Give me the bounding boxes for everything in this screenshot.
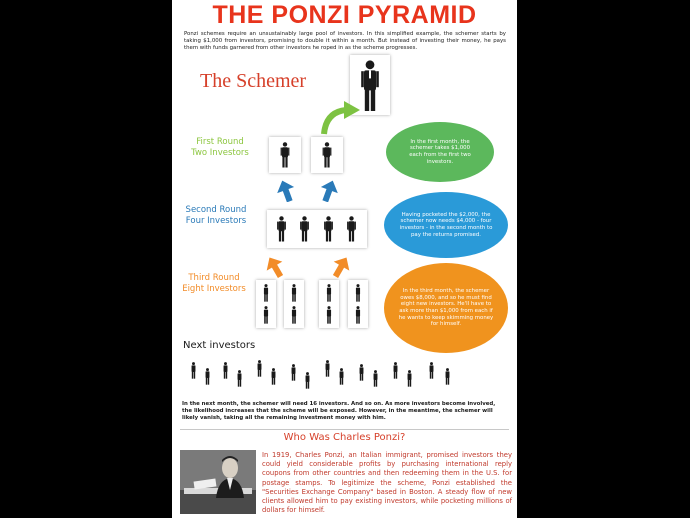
round-label-first: [182, 137, 258, 159]
person-icon: [290, 306, 298, 324]
arrow-up-icon: [320, 180, 338, 202]
person-icon: [190, 362, 197, 379]
summary-text: In the next month, the schemer will need 16 investors. And so on. As more investors become involved, the likelihood increases that the scheme will be exposed. However, in the meantime, the schemer will likely vanish, taking all the remaining investment money with him.: [182, 401, 496, 421]
person-icon: [428, 362, 435, 379]
explanation-bubble-second: [384, 192, 508, 258]
round-title: First Round: [196, 137, 244, 147]
person-icon: [324, 360, 331, 377]
person-icon: [262, 284, 270, 302]
person-icon: [204, 368, 211, 385]
divider: [180, 429, 509, 430]
person-icon: [444, 368, 451, 385]
ponzi-bio-text: In 1919, Charles Ponzi, an Italian immigrant, promised investors they could yield considerable profits by purchasing international reply coupons from other countries and then redeeming them in the U.S. for postage stamps. To legitimize the scheme, Ponzi established the "Securities Exchange Company" based in Boston. A steady flow of new clients allowed him to pay existing investors, while pocketing millions of dollars for himself.: [262, 451, 512, 515]
explanation-bubble-first: [386, 122, 494, 182]
explanation-bubble-third: [384, 263, 508, 353]
person-icon: [276, 216, 287, 242]
person-icon: [262, 306, 270, 324]
round-title: Second Round: [185, 205, 247, 215]
person-icon: [354, 284, 362, 302]
person-icon: [325, 306, 333, 324]
person-icon: [290, 284, 298, 302]
person-icon: [372, 370, 379, 387]
person-icon: [392, 362, 399, 379]
bubble-text: In the third month, the schemer owes $8,000, and so he must find eight new investors. He'll have to ask more than $1,000 from each if he wants to keep skimming money for himself.: [398, 288, 494, 328]
arrow-up-icon: [277, 180, 295, 202]
person-icon: [279, 142, 291, 168]
person-icon: [256, 360, 263, 377]
schemer-label: The Schemer: [200, 70, 307, 92]
arrow-up-icon: [320, 98, 362, 136]
person-icon: [321, 142, 333, 168]
person-icon: [304, 372, 311, 389]
bubble-text: In the first month, the schemer takes $1,000 each from the first two investors.: [409, 138, 471, 165]
person-icon: [325, 284, 333, 302]
person-icon: [270, 368, 277, 385]
arrow-up-icon: [266, 256, 284, 278]
intro-text: Ponzi schemes require an unsustainably large pool of investors. In this simplified example, the schemer starts by taking $1,000 from investors, promising to double it within a month. But instead of investing their money, he pays them with funds garnered from other investors he roped in as the scheme progresses.: [184, 31, 506, 52]
person-icon: [290, 364, 297, 381]
arrow-up-icon: [332, 256, 350, 278]
bubble-text: Having pocketed the $2,000, the schemer now needs $4,000 - four investors - in the second month to pay the returns promised.: [399, 211, 493, 238]
round-label-third: [182, 273, 246, 295]
person-icon: [406, 370, 413, 387]
round-title: Third Round: [188, 273, 240, 283]
person-icon: [346, 216, 357, 242]
section-title: Who Was Charles Ponzi?: [283, 432, 406, 443]
next-investors-label: Next investors: [183, 340, 256, 351]
person-icon: [236, 370, 243, 387]
person-icon: [323, 216, 334, 242]
person-icon: [299, 216, 310, 242]
round-label-second: [182, 205, 250, 227]
person-icon: [360, 60, 380, 112]
round-subtitle: Two Investors: [191, 148, 249, 158]
person-icon: [354, 306, 362, 324]
person-icon: [338, 368, 345, 385]
infographic-page: [172, 0, 517, 518]
round-subtitle: Four Investors: [185, 216, 247, 226]
round-subtitle: Eight Investors: [182, 284, 246, 294]
person-icon: [358, 364, 365, 381]
charles-ponzi-photo: [180, 450, 256, 514]
person-icon: [222, 362, 229, 379]
page-title: THE PONZI PYRAMID: [212, 1, 477, 29]
